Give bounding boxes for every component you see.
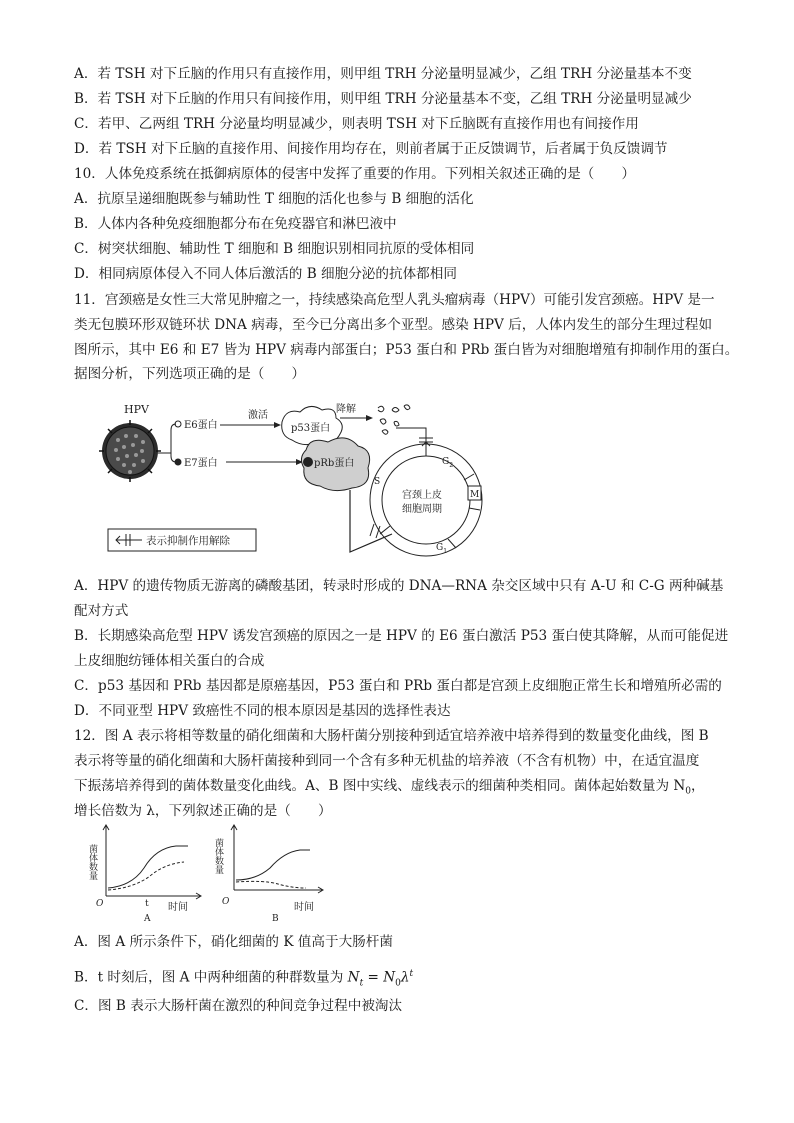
q11-stem-line4: 据图分析，下列选项正确的是（ ） — [74, 366, 306, 382]
activate-label: 激活 — [248, 410, 268, 421]
legend-label: 表示抑制作用解除 — [146, 535, 230, 547]
graph-a-caption: A — [144, 914, 151, 924]
hpv-pathway-figure — [96, 398, 486, 562]
q11-option-b-line2: 上皮细胞纺锤体相关蛋白的合成 — [74, 653, 265, 669]
q12-stem-line3-text: 下振荡培养得到的菌体数量变化曲线。A、B 图中实线、虚线表示的细菌种类相同。菌体起始数量为 N — [74, 778, 686, 794]
e6-label: E6蛋白 — [184, 420, 218, 431]
graph-a-ylabel: 菌体数量 — [87, 844, 97, 880]
q11-option-a-line2: 配对方式 — [74, 603, 129, 619]
q12-stem-line2: 表示将等量的硝化细菌和大肠杆菌接种到同一个含有多种无机盐的培养液（不含有机物）中，在适宜温度 — [74, 753, 700, 769]
graph-a-xlabel: 时间 — [168, 902, 188, 913]
q10-option-d: D．相同病原体侵入不同人体后激活的 B 细胞分泌的抗体都相同 — [74, 266, 457, 282]
q10-option-b: B．人体内各种免疫细胞都分布在免疫器官和淋巴液中 — [74, 216, 397, 232]
q12-formula-exp: t — [409, 969, 414, 979]
graph-a-origin: O — [96, 899, 104, 909]
q11-stem-line2: 类无包膜环形双链环状 DNA 病毒，至今已分离出多个亚型。感染 HPV 后，人体内发生的部分生理过程如 — [74, 317, 713, 333]
g2-label: G — [442, 457, 450, 467]
q9-option-c: C．若甲、乙两组 TRH 分泌量均明显减少，则表明 TSH 对下丘脑既有直接作用也有间接作用 — [74, 116, 639, 132]
cycle-label-line2: 细胞周期 — [402, 504, 442, 515]
inhibition-release-legend-icon — [116, 534, 142, 546]
degraded-fragments-icon — [378, 405, 410, 434]
degrade-label: 降解 — [336, 404, 356, 415]
q11-option-c: C．p53 基因和 PRb 基因都是原癌基因，P53 蛋白和 PRb 蛋白都是宫颈上皮细胞正常生长和增殖所必需的 — [74, 678, 722, 694]
graph-b-caption: B — [272, 914, 279, 924]
q10-option-c: C．树突状细胞、辅助性 T 细胞和 B 细胞识别相同抗原的受体相同 — [74, 241, 475, 257]
graph-b-origin: O — [222, 897, 230, 907]
p53-label: p53蛋白 — [291, 423, 331, 434]
graph-b-solid-curve — [236, 850, 310, 880]
q12-stem-line4: 增长倍数为 λ，下列叙述正确的是（ ） — [74, 803, 332, 819]
g2-subscript: 2 — [449, 462, 454, 469]
cycle-label-line1: 宫颈上皮 — [402, 490, 442, 501]
graph-b-dashed-curve — [236, 881, 306, 888]
q11-option-b-line1: B．长期感染高危型 HPV 诱发宫颈癌的原因之一是 HPV 的 E6 蛋白激活 P53 蛋白使其降解，从而可能促进 — [74, 628, 729, 644]
q12-formula-n0-sub: 0 — [395, 978, 401, 989]
q12-formula-eq: = N — [363, 969, 396, 986]
q12-n0-subscript: 0 — [685, 786, 692, 797]
cell-cycle-diagram — [370, 444, 482, 556]
q10-option-a: A．抗原呈递细胞既参与辅助性 T 细胞的活化也参与 B 细胞的活化 — [74, 191, 474, 207]
q12-formula-n: N — [347, 969, 360, 986]
prb-label: pRb蛋白 — [314, 458, 355, 469]
q12-stem-line1: 12．图 A 表示将相等数量的硝化细菌和大肠杆菌分别接种到适宜培养液中培养得到的数量变化曲线，图 B — [74, 728, 709, 744]
q12-formula-n-sub: t — [359, 978, 364, 989]
q11-stem-line3: 图所示，其中 E6 和 E7 皆为 HPV 病毒内部蛋白；P53 蛋白和 PRb 蛋白皆为对细胞增殖有抑制作用的蛋白。 — [74, 342, 739, 358]
svg-text:G1 — [436, 543, 447, 555]
g1-label: G — [436, 543, 444, 553]
m-phase-label: M — [470, 490, 480, 500]
q11-stem-line1: 11．宫颈癌是女性三大常见肿瘤之一，持续感染高危型人乳头瘤病毒（HPV）可能引发宫颈癌。HPV 是一 — [74, 292, 715, 308]
graph-b — [214, 824, 326, 924]
q10-stem: 10．人体免疫系统在抵御病原体的侵害中发挥了重要的作用。下列相关叙述正确的是（ ） — [74, 166, 636, 182]
graph-b-xlabel: 时间 — [294, 902, 314, 913]
q12-stem-line3-end: ， — [691, 778, 705, 794]
hpv-label: HPV — [124, 403, 149, 416]
graph-a-solid-curve — [108, 846, 188, 888]
g1-subscript: 1 — [443, 548, 448, 555]
graph-b-ylabel: 菌体数量 — [213, 838, 223, 874]
s-phase-label: S — [374, 477, 381, 487]
q9-option-a: A．若 TSH 对下丘脑的作用只有直接作用，则甲组 TRH 分泌量明显减少，乙组 TRH 分泌量基本不变 — [74, 66, 692, 82]
q12-formula-lambda: λ — [400, 969, 410, 986]
svg-text:G2 — [442, 457, 453, 469]
graph-a — [87, 824, 204, 924]
q12-option-a: A．图 A 所示条件下，硝化细菌的 K 值高于大肠杆菌 — [74, 934, 393, 950]
hpv-virus-icon — [99, 420, 161, 482]
graph-a-tick-t: t — [145, 899, 149, 909]
q9-option-d: D．若 TSH 对下丘脑的直接作用、间接作用均存在，则前者属于正反馈调节，后者属于负反馈调节 — [74, 141, 668, 157]
q12-option-b — [74, 962, 734, 996]
q9-option-b: B．若 TSH 对下丘脑的作用只有间接作用，则甲组 TRH 分泌量基本不变，乙组 TRH 分泌量明显减少 — [74, 91, 692, 107]
q12-option-c: C．图 B 表示大肠杆菌在激烈的种间竞争过程中被淘汰 — [74, 998, 403, 1014]
q11-option-a-line1: A．HPV 的遗传物质无游离的磷酸基团，转录时形成的 DNA—RNA 杂交区域中只有 A-U 和 C-G 两种碱基 — [74, 578, 724, 594]
e7-label: E7蛋白 — [184, 458, 218, 469]
q12-option-b-text: B．t 时刻后，图 A 中两种细菌的种群数量为 — [74, 969, 348, 986]
q11-option-d: D．不同亚型 HPV 致癌性不同的根本原因是基因的选择性表达 — [74, 703, 451, 719]
